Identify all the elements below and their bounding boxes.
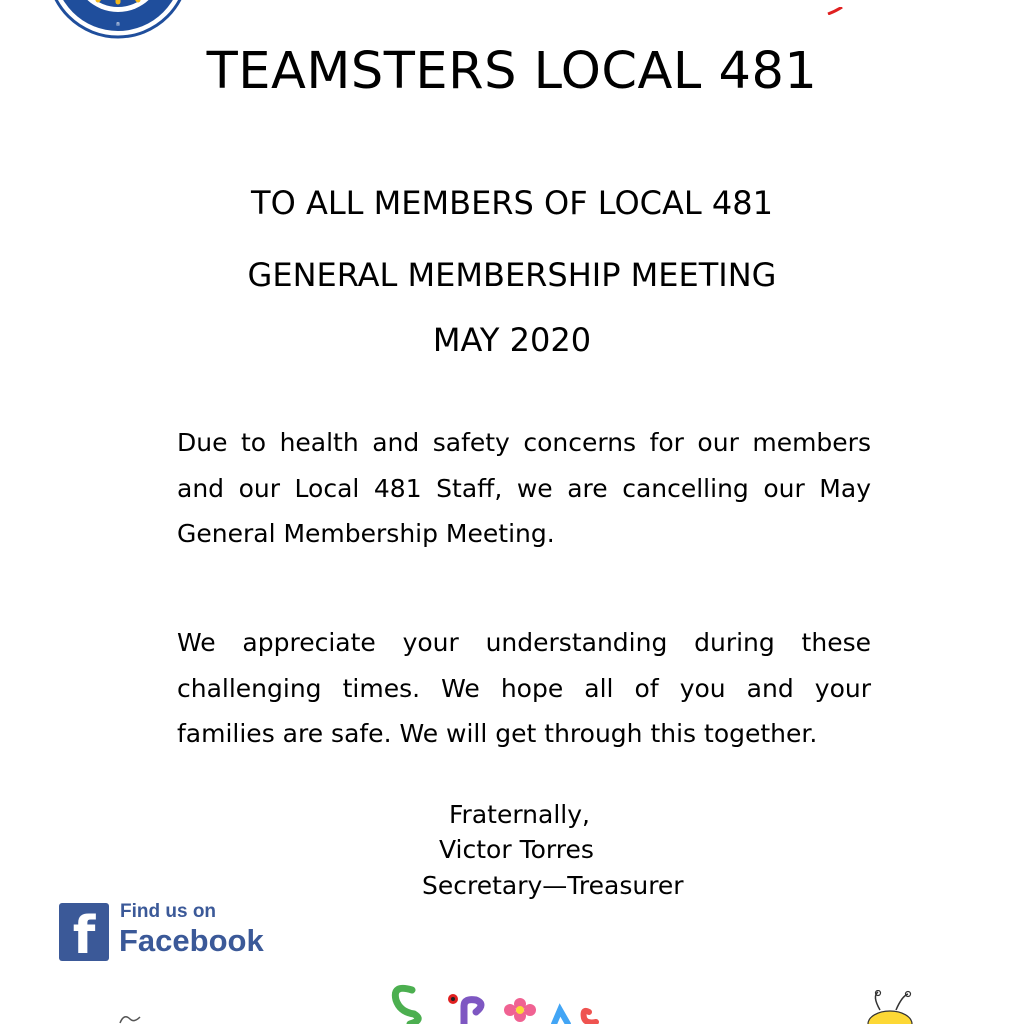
signature-closing: Fraternally, (449, 800, 590, 829)
flyer-title: TEAMSTERS LOCAL 481 (206, 42, 818, 101)
heading-audience: TO ALL MEMBERS OF LOCAL 481 (251, 184, 773, 222)
signature-name: Victor Torres (439, 835, 594, 864)
facebook-find-text: Find us on (120, 901, 217, 922)
signature-title: Secretary—Treasurer (422, 871, 684, 900)
facebook-link[interactable] (59, 901, 264, 966)
svg-text:®: ® (115, 22, 121, 28)
bee-icon (862, 990, 922, 1024)
heading-date: MAY 2020 (432, 321, 592, 359)
swirl-decoration-icon (118, 1010, 148, 1024)
appreciation-paragraph: We appreciate your understanding during these challenging times. We hope all of you and your families are safe. We will get through this together. (177, 628, 871, 748)
spring-clipart-icon (384, 982, 634, 1024)
heading-meeting: GENERAL MEMBERSHIP MEETING (247, 256, 777, 294)
facebook-brand-text: Facebook (119, 923, 264, 958)
facebook-icon (59, 903, 109, 966)
cancellation-paragraph: Due to health and safety concerns for our members and our Local 481 Staff, we are cancelling our May General Membership Meeting. (177, 428, 871, 548)
facebook-icon-letter: f (72, 906, 96, 966)
red-accent-mark (826, 0, 846, 8)
